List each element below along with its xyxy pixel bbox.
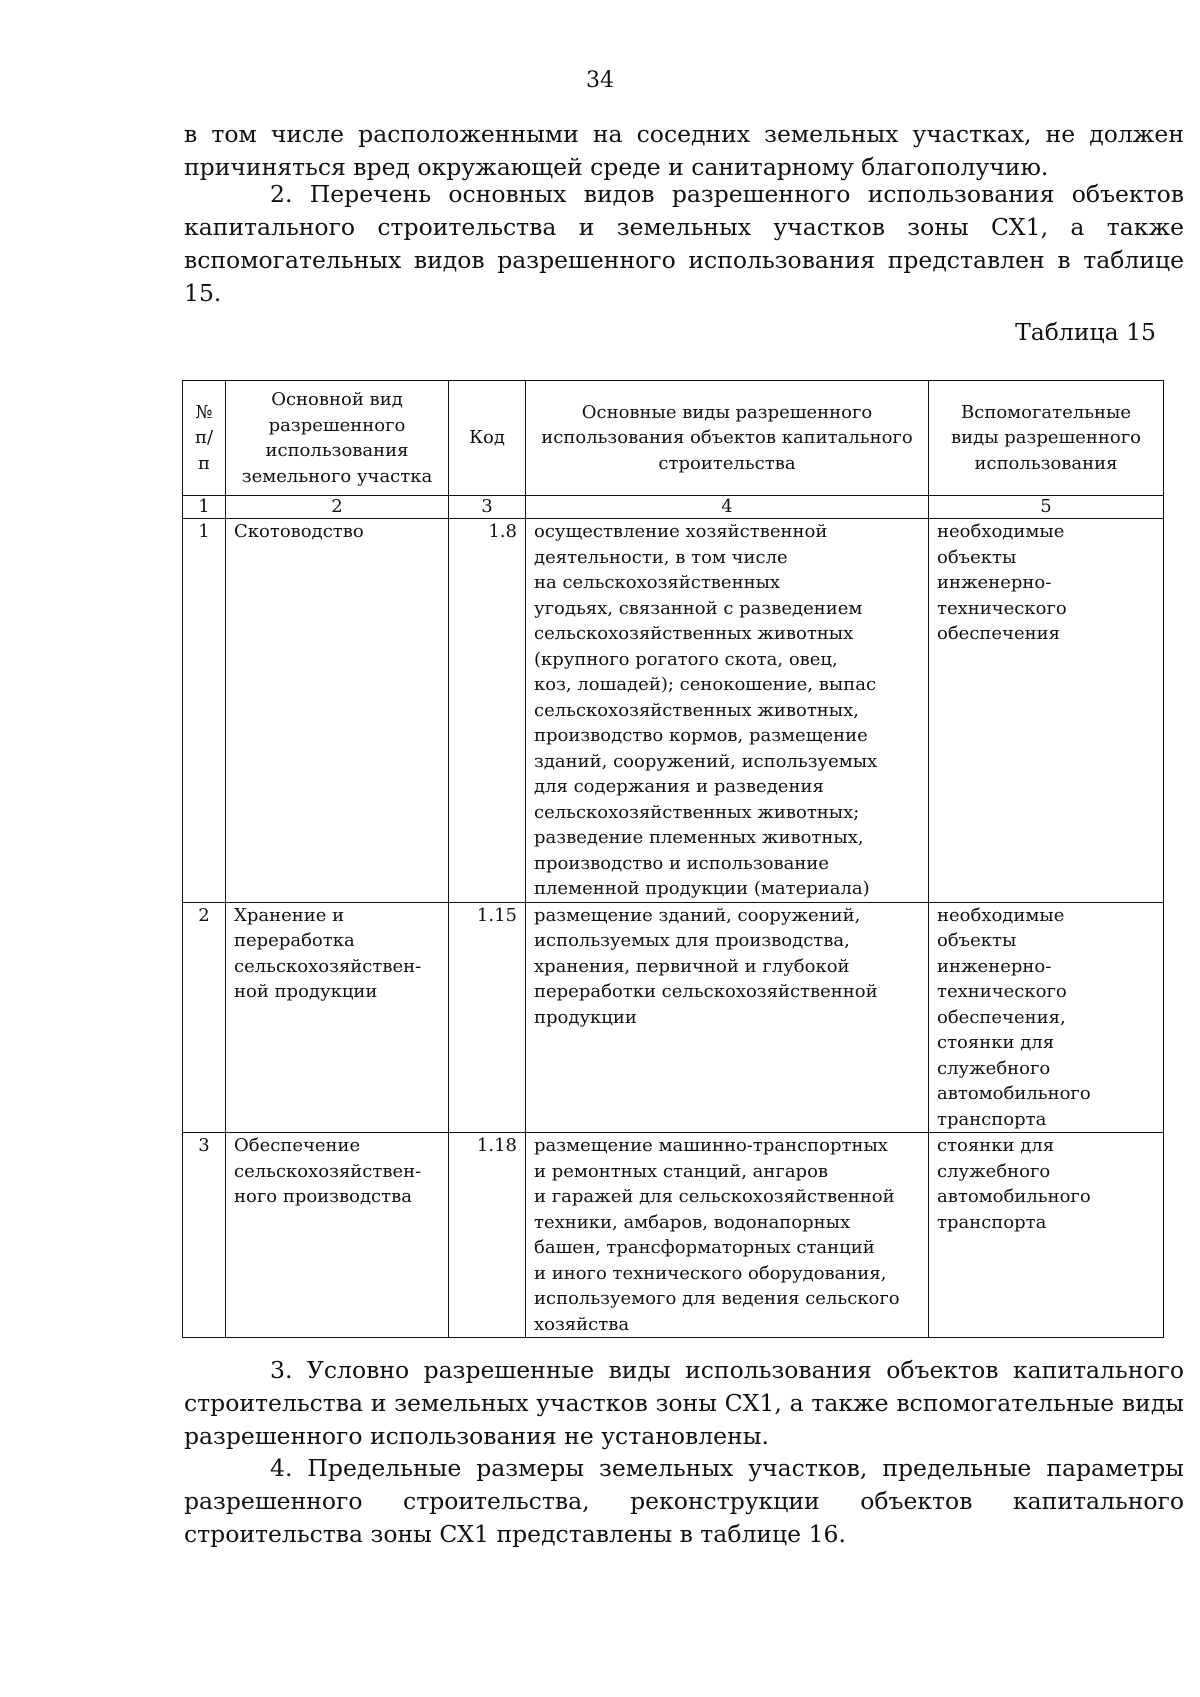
cell-line: Хранение и: [234, 904, 345, 926]
cell-line: производство кормов, размещение: [534, 725, 868, 746]
table-header-row: [183, 381, 1164, 496]
intro-paragraph: [184, 118, 1184, 184]
row-number: 1: [183, 519, 226, 903]
header-auxiliary-types: Вспомогательные виды разрешенного использования: [929, 381, 1164, 496]
table-row: [183, 1133, 1164, 1338]
intro-line: в том числе расположенными на соседних земельных участках, не должен: [184, 120, 1184, 148]
paragraph-line: 2. Перечень основных видов разрешенного использования объектов: [270, 180, 1184, 208]
cell-line: и иного технического оборудования,: [534, 1262, 887, 1284]
cell-line: на сельскохозяйственных: [534, 572, 781, 593]
cell-line: транспорта: [937, 1211, 1047, 1233]
table-row: [183, 902, 1164, 1133]
cell-line: племенной продукции (материала): [534, 878, 870, 899]
column-number-row: [183, 496, 1164, 519]
paragraph-line: вспомогательных видов разрешенного использования представлен в таблице 15.: [184, 246, 1184, 307]
column-number: 3: [449, 496, 526, 519]
cell-line: угодьях, связанной с разведением: [534, 597, 863, 619]
cell-line: и гаражей для сельскохозяйственной: [534, 1186, 895, 1207]
cell-line: (крупного рогатого скота, овец,: [534, 648, 838, 670]
paragraph-line: разрешенного использования не установлены.: [184, 1422, 769, 1450]
cell-line: обеспечения,: [937, 1006, 1066, 1028]
row-number: 2: [183, 902, 226, 1133]
row-code: 1.18: [449, 1133, 526, 1338]
cell-line: инженерно-: [937, 572, 1052, 593]
row-auxiliary-types: [929, 519, 1164, 903]
row-main-types: [526, 519, 929, 903]
cell-line: продукции: [534, 1006, 637, 1028]
cell-line: обеспечения: [937, 623, 1060, 644]
paragraph-line: строительства зоны СХ1 представлены в таблице 16.: [184, 1520, 846, 1548]
row-use-name: [226, 519, 449, 903]
cell-line: служебного: [937, 1160, 1051, 1182]
cell-line: хозяйства: [534, 1313, 630, 1335]
cell-line: Скотоводство: [234, 521, 364, 542]
cell-line: автомобильного: [937, 1186, 1091, 1207]
cell-line: автомобильного: [937, 1083, 1091, 1104]
cell-line: хранения, первичной и глубокой: [534, 955, 850, 977]
cell-line: объекты: [937, 930, 1017, 951]
cell-line: сельскохозяйствен-: [234, 955, 422, 977]
paragraph-2: [184, 178, 1184, 310]
cell-line: необходимые: [937, 904, 1065, 926]
cell-line: используемого для ведения сельского: [534, 1288, 900, 1309]
paragraph-3: [184, 1354, 1184, 1453]
cell-line: технического: [937, 597, 1067, 619]
permitted-use-table: [182, 380, 1164, 1338]
cell-line: технического: [937, 981, 1067, 1002]
header-number: № п/п: [183, 381, 226, 496]
cell-line: размещение зданий, сооружений,: [534, 904, 861, 926]
cell-line: объекты: [937, 546, 1017, 568]
cell-line: техники, амбаров, водонапорных: [534, 1211, 851, 1233]
page-number: 34: [586, 68, 614, 93]
column-number: 4: [526, 496, 929, 519]
row-main-types: [526, 902, 929, 1133]
row-auxiliary-types: [929, 1133, 1164, 1338]
column-number: 2: [226, 496, 449, 519]
column-number: 1: [183, 496, 226, 519]
header-code: Код: [449, 381, 526, 496]
row-code: 1.8: [449, 519, 526, 903]
paragraph-line: капитального строительства и земельных участков зоны СХ1, а также: [184, 213, 1184, 241]
row-main-types: [526, 1133, 929, 1338]
cell-line: разведение племенных животных,: [534, 827, 864, 848]
table-caption: Таблица 15: [1015, 318, 1156, 346]
cell-line: сельскохозяйствен-: [234, 1160, 422, 1182]
cell-line: осуществление хозяйственной: [534, 521, 828, 542]
cell-line: и ремонтных станций, ангаров: [534, 1160, 829, 1182]
cell-line: переработка: [234, 930, 355, 951]
cell-line: сельскохозяйственных животных,: [534, 699, 859, 721]
cell-line: служебного: [937, 1057, 1051, 1079]
column-number: 5: [929, 496, 1164, 519]
cell-line: коз, лошадей); сенокошение, выпас: [534, 674, 877, 695]
cell-line: стоянки для: [937, 1135, 1055, 1156]
row-code: 1.15: [449, 902, 526, 1133]
row-number: 3: [183, 1133, 226, 1338]
header-main-types: Основные виды разрешенного использования объектов капитального строительства: [526, 381, 929, 496]
cell-line: ной продукции: [234, 981, 378, 1002]
paragraph-line: 3. Условно разрешенные виды использования объектов капитального: [270, 1356, 1184, 1384]
cell-line: ного производства: [234, 1186, 412, 1207]
cell-line: размещение машинно-транспортных: [534, 1135, 888, 1156]
cell-line: переработки сельскохозяйственной: [534, 981, 878, 1002]
cell-line: деятельности, в том числе: [534, 546, 788, 568]
cell-line: Обеспечение: [234, 1135, 361, 1156]
cell-line: сельскохозяйственных животных;: [534, 801, 860, 823]
cell-line: стоянки для: [937, 1032, 1055, 1053]
cell-line: зданий, сооружений, используемых: [534, 750, 878, 772]
intro-line: причиняться вред окружающей среде и санитарному благополучию.: [184, 153, 1049, 181]
paragraph-line: строительства и земельных участков зоны СХ1, а также вспомогательные виды: [184, 1389, 1184, 1417]
row-auxiliary-types: [929, 902, 1164, 1133]
cell-line: используемых для производства,: [534, 930, 850, 951]
cell-line: необходимые: [937, 521, 1065, 542]
cell-line: транспорта: [937, 1108, 1047, 1130]
table-row: [183, 519, 1164, 903]
paragraph-line: разрешенного строительства, реконструкции объектов капитального: [184, 1487, 1184, 1515]
cell-line: производство и использование: [534, 852, 829, 874]
row-use-name: [226, 1133, 449, 1338]
paragraph-4: [184, 1452, 1184, 1551]
row-use-name: [226, 902, 449, 1133]
cell-line: башен, трансформаторных станций: [534, 1237, 875, 1258]
cell-line: для содержания и разведения: [534, 776, 824, 797]
paragraph-line: 4. Предельные размеры земельных участков, предельные параметры: [270, 1454, 1184, 1482]
cell-line: сельскохозяйственных животных: [534, 623, 854, 644]
cell-line: инженерно-: [937, 955, 1052, 977]
header-main-use: Основной вид разрешенного использования земельного участка: [226, 381, 449, 496]
